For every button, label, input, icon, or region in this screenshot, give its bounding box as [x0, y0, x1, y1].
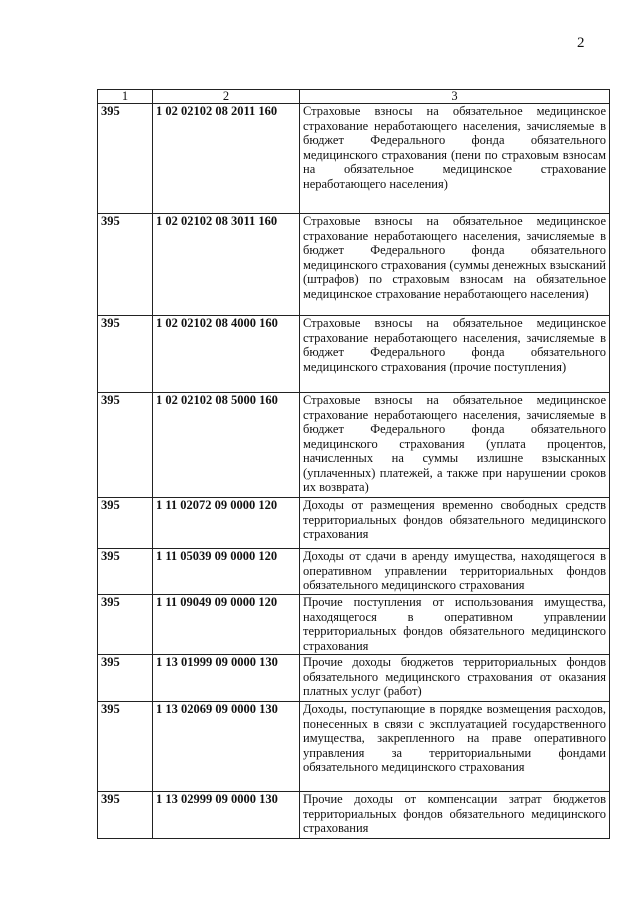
- budget-code-cell: 1 02 02102 08 3011 160: [153, 214, 300, 316]
- table-row: [98, 498, 610, 549]
- admin-code-cell: 395: [98, 214, 153, 316]
- budget-code-cell: 1 11 02072 09 0000 120: [153, 498, 300, 549]
- budget-code-cell: 1 13 01999 09 0000 130: [153, 655, 300, 702]
- description-cell: Прочие доходы от компенсации затрат бюджетов территориальных фондов обязательного медицинского страхования: [300, 792, 610, 839]
- budget-code-cell: 1 02 02102 08 2011 160: [153, 104, 300, 214]
- description-cell: Прочие доходы бюджетов территориальных фондов обязательного медицинского страхования от оказания платных услуг (работ): [300, 655, 610, 702]
- table-row: [98, 792, 610, 839]
- table-row: [98, 595, 610, 655]
- column-header-3: 3: [300, 90, 610, 104]
- description-cell: Страховые взносы на обязательное медицинское страхование неработающего населения, зачисляемые в бюджет Федерального фонда обязательного медицинского страхования (прочие поступления): [300, 316, 610, 393]
- admin-code-cell: 395: [98, 595, 153, 655]
- description-cell: Страховые взносы на обязательное медицинское страхование неработающего населения, зачисляемые в бюджет Федерального фонда обязательного медицинского страхования (пени по страховым взносам на обязательное медицинское страхование неработающего населения): [300, 104, 610, 214]
- description-cell: Доходы от размещения временно свободных средств территориальных фондов обязательного медицинского страхования: [300, 498, 610, 549]
- admin-code-cell: 395: [98, 549, 153, 595]
- table-row: [98, 549, 610, 595]
- description-cell: Страховые взносы на обязательное медицинское страхование неработающего населения, зачисляемые в бюджет Федерального фонда обязательного медицинского страхования (суммы денежных взысканий (штрафов) по страховым взносам на обязательное медицинское страхование неработающего населения): [300, 214, 610, 316]
- revenue-codes-table: [97, 89, 610, 839]
- admin-code-cell: 395: [98, 393, 153, 498]
- table-row: [98, 655, 610, 702]
- admin-code-cell: 395: [98, 498, 153, 549]
- table-row: [98, 104, 610, 214]
- admin-code-cell: 395: [98, 655, 153, 702]
- description-cell: Прочие поступления от использования имущества, находящегося в оперативном управлении территориальных фондов обязательного медицинского страхования: [300, 595, 610, 655]
- budget-code-cell: 1 13 02999 09 0000 130: [153, 792, 300, 839]
- budget-code-cell: 1 13 02069 09 0000 130: [153, 702, 300, 792]
- table-row: [98, 393, 610, 498]
- budget-code-cell: 1 11 09049 09 0000 120: [153, 595, 300, 655]
- admin-code-cell: 395: [98, 104, 153, 214]
- description-cell: Доходы от сдачи в аренду имущества, находящегося в оперативном управлении территориальных фондов обязательного медицинского страхования: [300, 549, 610, 595]
- admin-code-cell: 395: [98, 792, 153, 839]
- description-cell: Доходы, поступающие в порядке возмещения расходов, понесенных в связи с эксплуатацией государственного имущества, закрепленного на праве оперативного управления за территориальными фондами обязательного медицинского страхования: [300, 702, 610, 792]
- page-number: 2: [577, 35, 585, 51]
- budget-code-cell: 1 02 02102 08 5000 160: [153, 393, 300, 498]
- table-row: [98, 316, 610, 393]
- column-header-1: 1: [98, 90, 153, 104]
- table-row: [98, 702, 610, 792]
- budget-code-cell: 1 02 02102 08 4000 160: [153, 316, 300, 393]
- admin-code-cell: 395: [98, 702, 153, 792]
- column-header-2: 2: [153, 90, 300, 104]
- admin-code-cell: 395: [98, 316, 153, 393]
- description-cell: Страховые взносы на обязательное медицинское страхование неработающего населения, зачисляемые в бюджет Федерального фонда обязательного медицинского страхования (уплата процентов, начисленных на суммы излишне взысканных (уплаченных) платежей, а также при нарушении сроков их возврата): [300, 393, 610, 498]
- table-row: [98, 214, 610, 316]
- table-header-row: [98, 90, 610, 104]
- budget-code-cell: 1 11 05039 09 0000 120: [153, 549, 300, 595]
